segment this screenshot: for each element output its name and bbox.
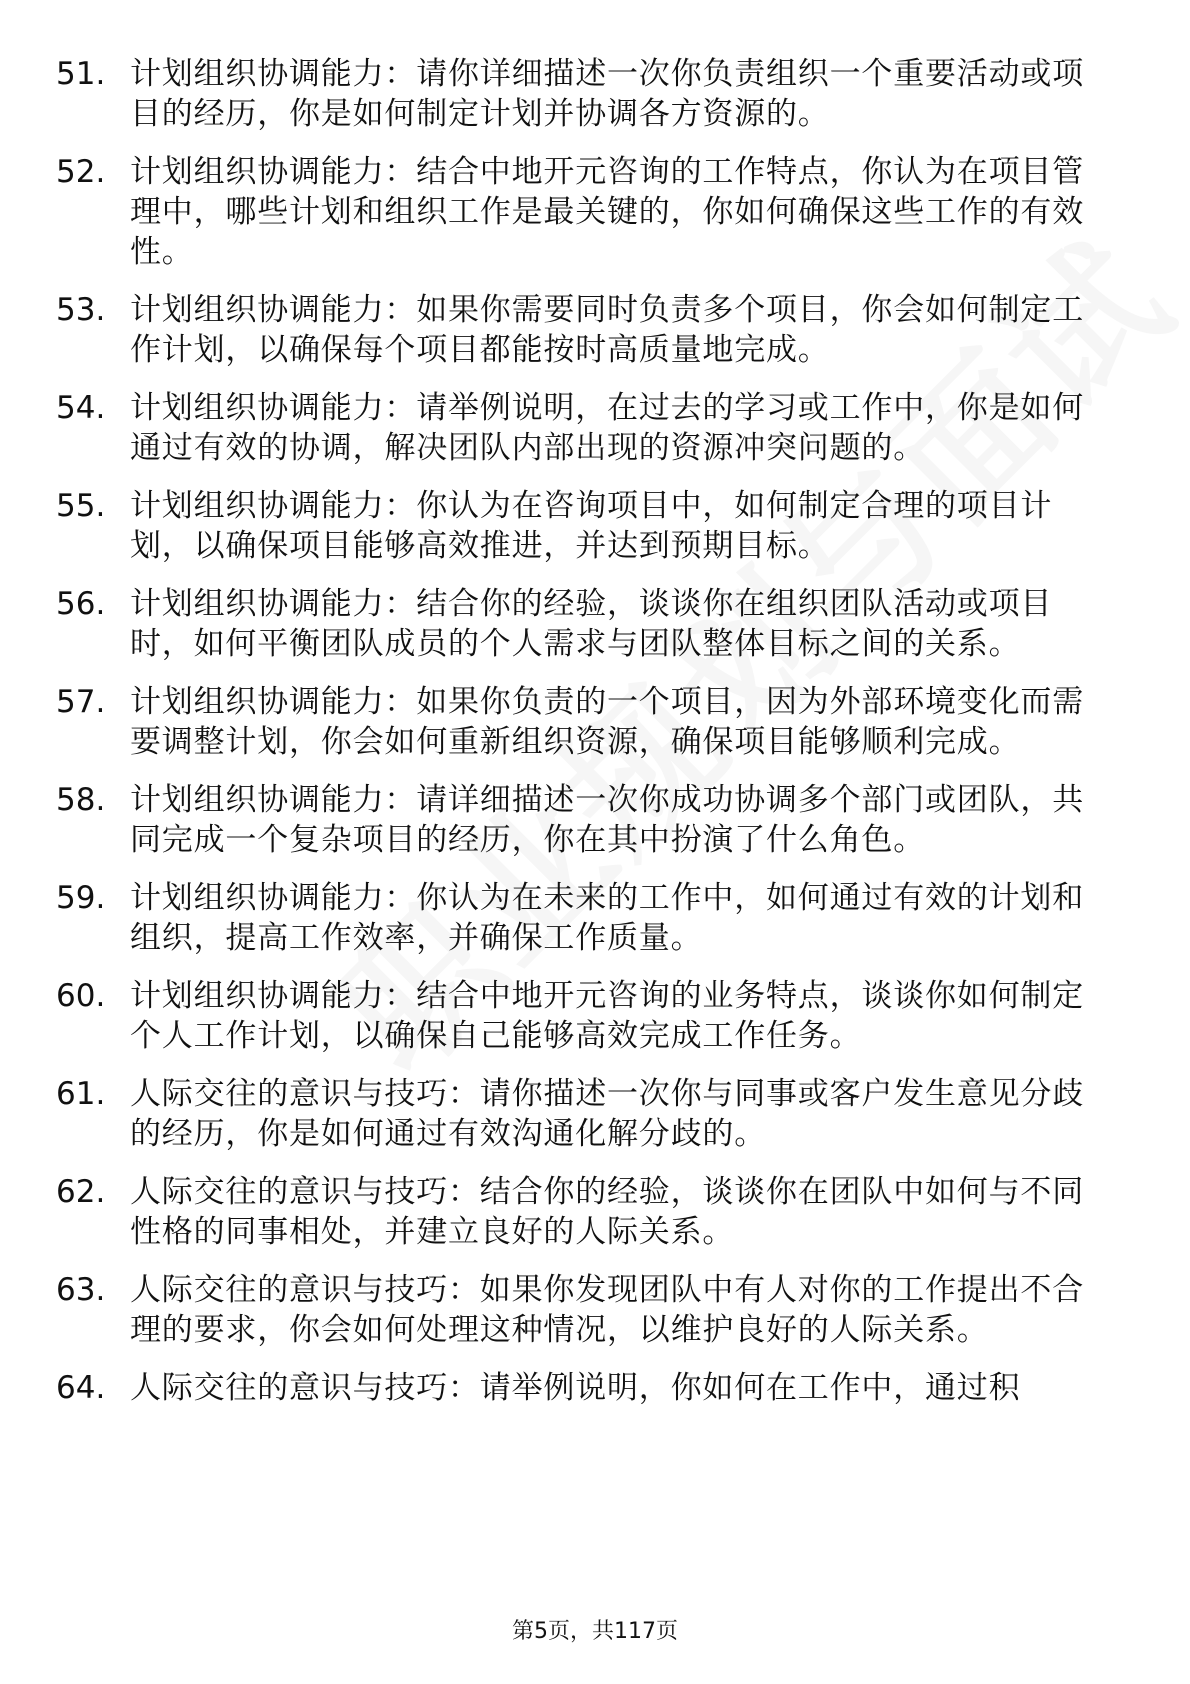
question-number: 62.: [56, 1174, 106, 1210]
question-text: 人际交往的意识与技巧：请举例说明，你如何在工作中，通过积: [130, 1370, 1021, 1406]
list-item: [0, 878, 1190, 958]
list-item: [0, 682, 1190, 762]
list-item: [0, 584, 1190, 664]
list-item: [0, 1172, 1190, 1252]
question-text: 人际交往的意识与技巧：结合你的经验，谈谈你在团队中如何与不同性格的同事相处，并建立良好的人际关系。: [130, 1174, 1084, 1250]
list-item: [0, 152, 1190, 272]
question-text: 计划组织协调能力：结合你的经验，谈谈你在组织团队活动或项目时，如何平衡团队成员的个人需求与团队整体目标之间的关系。: [130, 586, 1053, 662]
question-text: 计划组织协调能力：请你详细描述一次你负责组织一个重要活动或项目的经历，你是如何制定计划并协调各方资源的。: [130, 56, 1084, 132]
question-number: 61.: [56, 1076, 106, 1112]
question-number: 58.: [56, 782, 106, 818]
question-number: 56.: [56, 586, 106, 622]
list-item: [0, 1074, 1190, 1154]
question-number: 63.: [56, 1272, 106, 1308]
question-text: 人际交往的意识与技巧：请你描述一次你与同事或客户发生意见分歧的经历，你是如何通过有效沟通化解分歧的。: [130, 1076, 1084, 1152]
list-item: [0, 976, 1190, 1056]
question-text: 人际交往的意识与技巧：如果你发现团队中有人对你的工作提出不合理的要求，你会如何处理这种情况，以维护良好的人际关系。: [130, 1272, 1084, 1348]
question-number: 52.: [56, 154, 106, 190]
question-number: 60.: [56, 978, 106, 1014]
list-item: [0, 1368, 1190, 1408]
question-text: 计划组织协调能力：你认为在未来的工作中，如何通过有效的计划和组织，提高工作效率，并确保工作质量。: [130, 880, 1084, 956]
question-text: 计划组织协调能力：如果你需要同时负责多个项目，你会如何制定工作计划，以确保每个项目都能按时高质量地完成。: [130, 292, 1084, 368]
list-item: [0, 388, 1190, 468]
list-item: [0, 54, 1190, 134]
page-footer: 第5页，共117页: [512, 1619, 678, 1644]
list-item: [0, 486, 1190, 566]
question-number: 51.: [56, 56, 106, 92]
question-text: 计划组织协调能力：请举例说明，在过去的学习或工作中，你是如何通过有效的协调，解决团队内部出现的资源冲突问题的。: [130, 390, 1084, 466]
question-number: 53.: [56, 292, 106, 328]
question-number: 64.: [56, 1370, 106, 1406]
list-item: [0, 290, 1190, 370]
question-text: 计划组织协调能力：如果你负责的一个项目，因为外部环境变化而需要调整计划，你会如何重新组织资源，确保项目能够顺利完成。: [130, 684, 1084, 760]
question-text: 计划组织协调能力：结合中地开元咨询的业务特点，谈谈你如何制定个人工作计划，以确保自己能够高效完成工作任务。: [130, 978, 1084, 1054]
question-number: 57.: [56, 684, 106, 720]
question-text: 计划组织协调能力：你认为在咨询项目中，如何制定合理的项目计划，以确保项目能够高效推进，并达到预期目标。: [130, 488, 1053, 564]
question-list: [0, 54, 1190, 1426]
list-item: [0, 1270, 1190, 1350]
question-number: 55.: [56, 488, 106, 524]
list-item: [0, 780, 1190, 860]
question-number: 59.: [56, 880, 106, 916]
question-text: 计划组织协调能力：结合中地开元咨询的工作特点，你认为在项目管理中，哪些计划和组织工作是最关键的，你如何确保这些工作的有效性。: [130, 154, 1084, 270]
question-number: 54.: [56, 390, 106, 426]
question-text: 计划组织协调能力：请详细描述一次你成功协调多个部门或团队，共同完成一个复杂项目的经历，你在其中扮演了什么角色。: [130, 782, 1084, 858]
